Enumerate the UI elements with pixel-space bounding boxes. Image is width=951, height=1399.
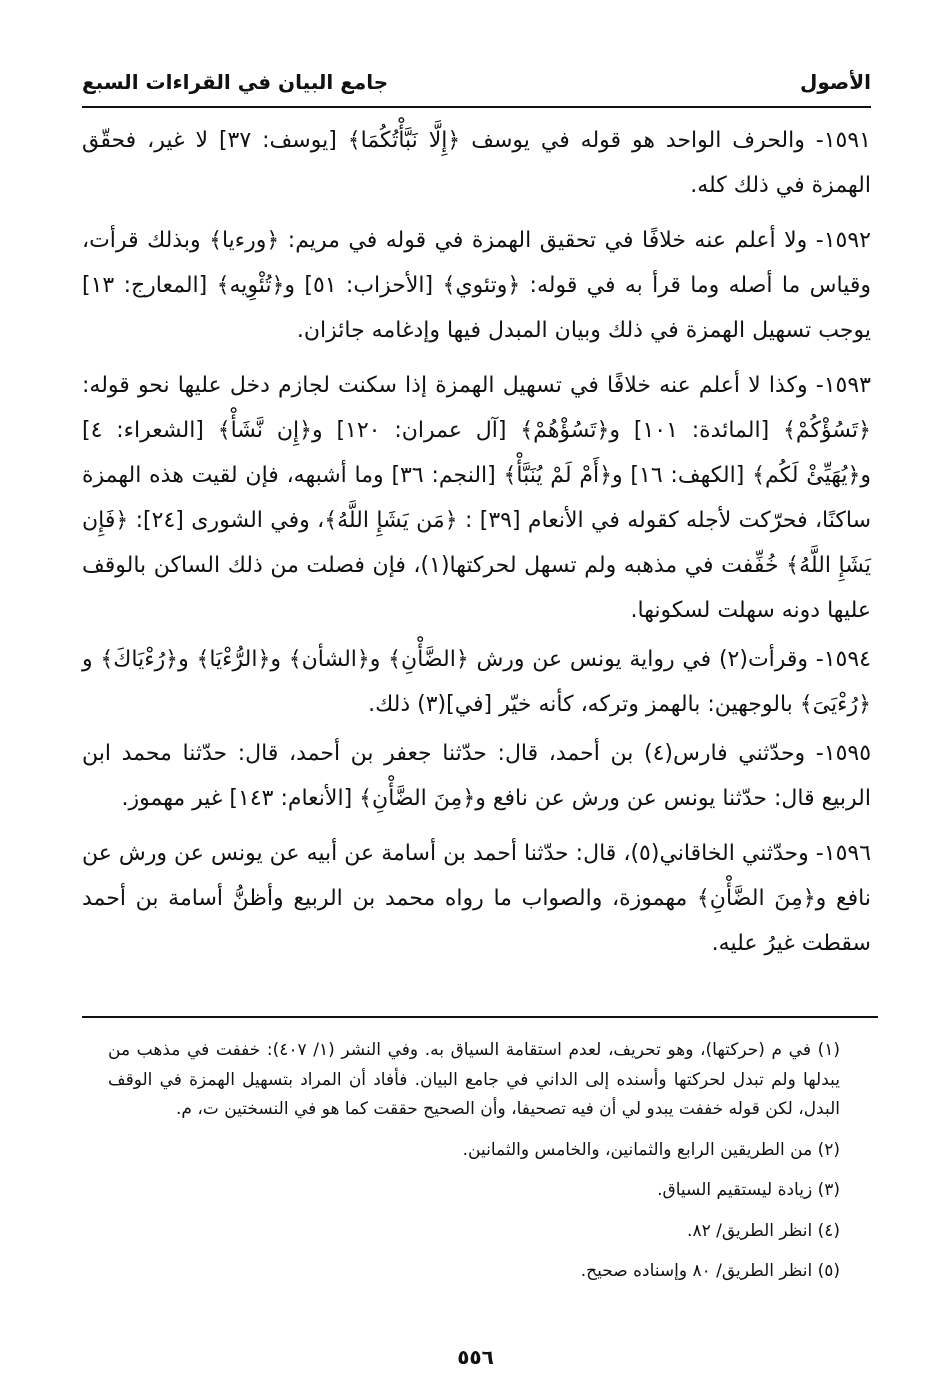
paragraph-1596: ١٥٩٦- وحدّثني الخاقاني(٥)، قال: حدّثنا أحمد بن أسامة عن أبيه عن يونس عن ورش عن نافع و﴿مِنَ الضَّأْنِ﴾ مهموزة، والصواب ما رواه محمد بن الربيع وأظنُّ أسامة بن أحمد سقطت غيرُ عليه. (82, 841, 872, 956)
section-title: الأصول (800, 70, 871, 94)
page-number: ٥٥٦ (457, 1345, 494, 1369)
main-text (82, 118, 871, 976)
footnote-rule (82, 1016, 878, 1018)
paragraph-1592: ١٥٩٢- ولا أعلم عنه خلافًا في تحقيق الهمزة في قوله في مريم: ﴿ورءيا﴾ وبذلك قرأت، وقياس ما أصله وما قرأ به في قوله: ﴿وتئوي﴾ [الأحزاب: ٥١] و﴿تُئْوِيه﴾ [المعارج: ١٣] يوجب تسهيل الهمزة في ذلك وبيان المبدل فيها وإدغامه جائزان. (82, 228, 871, 343)
footnote-1: (١) في م (حركتها)، وهو تحريف، لعدم استقامة السياق به. وفي النشر (١/ ٤٠٧): خففت في مذهب من يبدلها ولم تبدل لحركتها وأسنده إلى الداني في جامع البيان. فأفاد أن المراد بتسهيل الهمزة في الوقف البدل، لكن قوله خففت يبدو لي أن فيه تصحيفا، وأن الصحيح حققت كما هو في النسختين ت، م. (108, 1040, 841, 1119)
book-title: جامع البيان في القراءات السبع (82, 70, 389, 94)
footnote-4: (٤) انظر الطريق/ ٨٢. (687, 1220, 840, 1241)
running-header (82, 70, 871, 102)
footnotes (108, 1036, 840, 1298)
footnote-2: (٢) من الطريقين الرابع والثمانين، والخامس والثمانين. (462, 1139, 840, 1160)
footnote-3: (٣) زيادة ليستقيم السياق. (657, 1180, 840, 1200)
paragraph-1595: ١٥٩٥- وحدّثني فارس(٤) بن أحمد، قال: حدّثنا جعفر بن أحمد، قال: حدّثنا محمد ابن الربيع قال: حدّثنا يونس عن ورش عن نافع و﴿مِنَ الضَّأْنِ﴾ [الأنعام: ١٤٣] غير مهموز. (82, 741, 872, 811)
header-rule (82, 106, 871, 108)
paragraph-1593: ١٥٩٣- وكذا لا أعلم عنه خلافًا في تسهيل الهمزة إذا سكنت لجازم دخل عليها نحو قوله: ﴿تَسُؤْكُمْ﴾ [المائدة: ١٠١] و﴿تَسُؤْهُمْ﴾ [آل عمران: ١٢٠] و﴿إِن نَّشَأْ﴾ [الشعراء: ٤] و﴿يُهَيِّئْ لَكُم﴾ [الكهف: ١٦] و﴿أَمْ لَمْ يُنَبَّأْ﴾ [النجم: ٣٦] وما أشبهه، فإن لقيت هذه الهمزة ساكنًا، فحرّكت لأجله كقوله في الأنعام [٣٩] : ﴿مَن يَشَإِ اللَّهُ﴾، وفي الشورى [٢٤]: ﴿فَإِن يَشَإِ اللَّهُ﴾ خُفِّفت في مذهبه ولم تسهل لحركتها(١)، فإن فصلت من ذلك الساكن بالوقف عليها دونه سهلت لسكونها. (82, 373, 872, 623)
footnote-5: (٥) انظر الطريق/ ٨٠ وإسناده صحيح. (580, 1261, 840, 1281)
paragraph-1591: ١٥٩١- والحرف الواحد هو قوله في يوسف ﴿إِلَّا نَبَّأْتُكُمَا﴾ [يوسف: ٣٧] لا غير، فحقّق الهمزة في ذلك كله. (82, 128, 871, 198)
paragraph-1594: ١٥٩٤- وقرأت(٢) في رواية يونس عن ورش ﴿الضَّأْنِ﴾ و﴿الشأن﴾ و﴿الرُّءْيَا﴾ و﴿رُءْيَاكَ﴾ و ﴿رُءْيَىَ﴾ بالوجهين: بالهمز وتركه، كأنه خيّر [في](٣) ذلك. (82, 647, 871, 717)
